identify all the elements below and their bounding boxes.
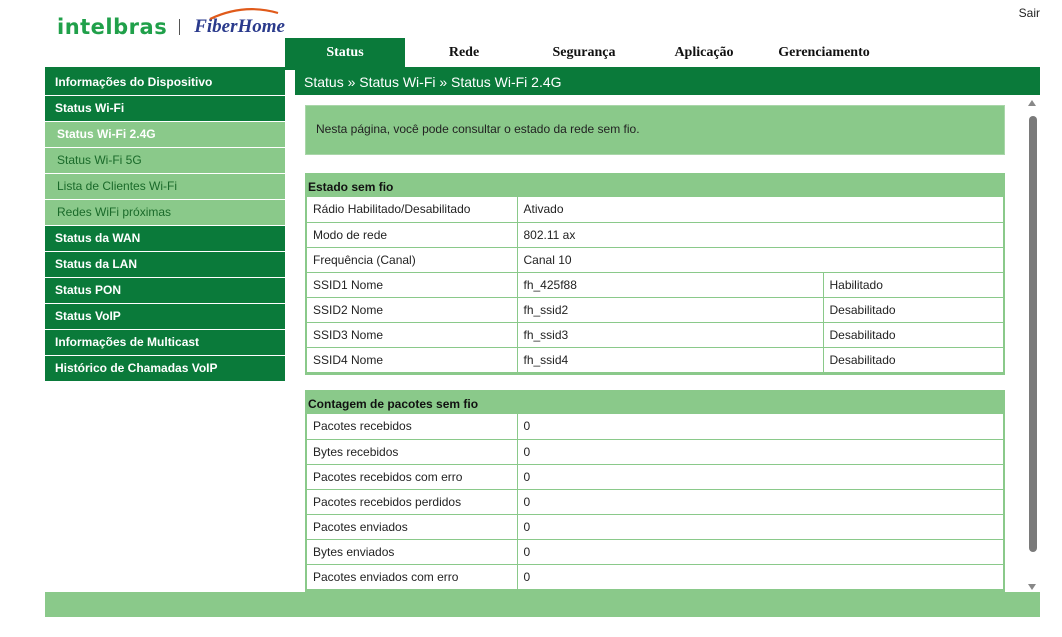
row-value: 0 [517,414,1003,439]
row-label: Bytes enviados [307,539,517,564]
row-state: Habilitado [823,272,1003,297]
breadcrumb: Status » Status Wi-Fi » Status Wi-Fi 2.4G [295,70,1040,95]
row-label: Pacotes recebidos [307,414,517,439]
sidebar-item-pon-status[interactable]: Status PON [45,278,285,304]
wireless-status-title: Estado sem fio [307,175,1003,197]
row-value: 0 [517,514,1003,539]
row-value: fh_ssid3 [517,322,823,347]
footer-bar [45,592,1040,617]
row-value: 0 [517,439,1003,464]
table-row [307,347,1003,372]
row-label: SSID4 Nome [307,347,517,372]
sidebar-item-wifi-5g[interactable]: Status Wi-Fi 5G [45,148,285,174]
sidebar [45,70,285,382]
packet-count-title: Contagem de pacotes sem fio [307,392,1003,414]
tab-rede[interactable]: Rede [448,45,480,60]
row-value: fh_425f88 [517,272,823,297]
row-label: Modo de rede [307,222,517,247]
row-value: Ativado [517,197,1003,222]
logo-divider [179,19,180,35]
row-label: Frequência (Canal) [307,247,517,272]
row-value: Canal 10 [517,247,1003,272]
sidebar-item-wifi-clients[interactable]: Lista de Clientes Wi-Fi [45,174,285,200]
table-row [307,564,1003,589]
table-row [307,322,1003,347]
sidebar-item-voip-status[interactable]: Status VoIP [45,304,285,330]
sidebar-item-wifi-status[interactable]: Status Wi-Fi [45,96,285,122]
row-value: fh_ssid2 [517,297,823,322]
row-value: 0 [517,564,1003,589]
row-value: 0 [517,464,1003,489]
sidebar-item-nearby-networks[interactable]: Redes WiFi próximas [45,200,285,226]
scroll-down-arrow-icon[interactable] [1028,584,1036,590]
tab-status[interactable]: Status [285,38,405,67]
intelbras-logo: intelbras [57,15,168,39]
row-value: fh_ssid4 [517,347,823,372]
table-row [307,514,1003,539]
sidebar-item-wan-status[interactable]: Status da WAN [45,226,285,252]
wireless-status-section [305,173,1005,375]
table-row [307,414,1003,439]
scroll-up-arrow-icon[interactable] [1028,100,1036,106]
row-label: SSID1 Nome [307,272,517,297]
sidebar-item-wifi-24g[interactable]: Status Wi-Fi 2.4G [45,122,285,148]
table-row [307,272,1003,297]
tab-seguranca[interactable]: Segurança [552,45,616,60]
packet-count-table [307,414,1003,590]
row-state: Desabilitado [823,322,1003,347]
table-row [307,439,1003,464]
fiberhome-logo: FiberHome [194,16,285,37]
sidebar-item-multicast[interactable]: Informações de Multicast [45,330,285,356]
logout-link[interactable]: Sair [1018,6,1040,20]
tab-aplicacao[interactable]: Aplicação [674,45,734,60]
fiberhome-swoosh-icon [208,7,280,21]
sidebar-item-lan-status[interactable]: Status da LAN [45,252,285,278]
row-value: 0 [517,489,1003,514]
row-label: Rádio Habilitado/Desabilitado [307,197,517,222]
table-row [307,464,1003,489]
row-label: SSID2 Nome [307,297,517,322]
sidebar-item-voip-history[interactable]: Histórico de Chamadas VoIP [45,356,285,382]
table-row [307,197,1003,222]
row-state: Desabilitado [823,347,1003,372]
row-label: Pacotes recebidos perdidos [307,489,517,514]
tab-gerenciamento[interactable]: Gerenciamento [778,45,870,60]
brand-logo [57,12,285,42]
table-row [307,297,1003,322]
table-row [307,222,1003,247]
row-label: Pacotes recebidos com erro [307,464,517,489]
sidebar-item-device-info[interactable]: Informações do Dispositivo [45,70,285,96]
row-label: Pacotes enviados [307,514,517,539]
row-state: Desabilitado [823,297,1003,322]
table-row [307,247,1003,272]
row-label: SSID3 Nome [307,322,517,347]
row-label: Pacotes enviados com erro [307,564,517,589]
row-value: 802.11 ax [517,222,1003,247]
scrollbar-thumb[interactable] [1029,116,1037,552]
table-row [307,489,1003,514]
main-content [295,95,1020,592]
packet-count-section [305,390,1005,592]
page-description: Nesta página, você pode consultar o estado da rede sem fio. [305,105,1005,155]
row-label: Bytes recebidos [307,439,517,464]
top-navigation [285,38,1040,67]
table-row [307,539,1003,564]
wireless-status-table [307,197,1003,373]
row-value: 0 [517,539,1003,564]
